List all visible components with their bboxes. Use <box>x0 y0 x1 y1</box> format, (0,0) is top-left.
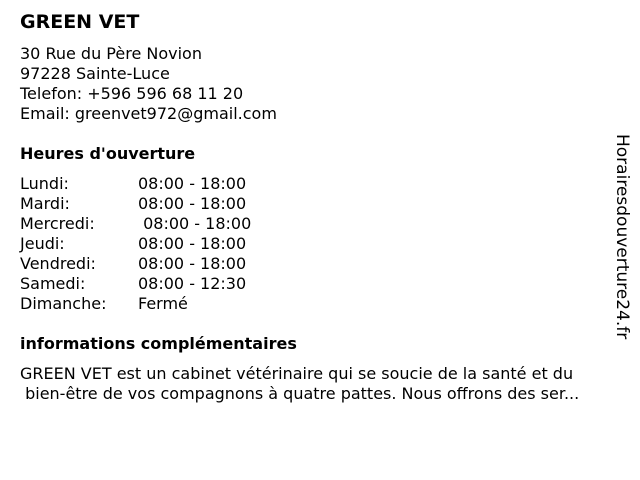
hours-row-thursday <box>20 234 251 254</box>
contact-block <box>20 44 277 124</box>
time-value: 08:00 - 12:30 <box>138 274 247 293</box>
time-value: Fermé <box>138 294 188 313</box>
hours-row-wednesday <box>20 214 251 234</box>
hours-heading: Heures d'ouverture <box>20 144 196 163</box>
description-line-2: bien-être de vos compagnons à quatre pattes. Nous offrons des ser... <box>20 384 580 403</box>
site-watermark: Horairesdouverture24.fr <box>612 134 632 340</box>
address-line-1: 30 Rue du Père Novion <box>20 44 202 63</box>
day-label: Jeudi: <box>20 234 65 253</box>
time-value: 08:00 - 18:00 <box>138 214 252 233</box>
day-label: Mardi: <box>20 194 70 213</box>
hours-row-tuesday <box>20 194 251 214</box>
hours-table <box>20 174 251 314</box>
hours-row-sunday <box>20 294 251 314</box>
business-name: GREEN VET <box>20 11 140 33</box>
day-label: Dimanche: <box>20 294 107 313</box>
phone-text: Telefon: +596 596 68 11 20 <box>20 84 244 103</box>
time-value: 08:00 - 18:00 <box>138 234 247 253</box>
description-line-1: GREEN VET est un cabinet vétérinaire qui se soucie de la santé et du <box>20 364 574 383</box>
hours-row-saturday <box>20 274 251 294</box>
day-label: Samedi: <box>20 274 86 293</box>
time-value: 08:00 - 18:00 <box>138 254 247 273</box>
time-value: 08:00 - 18:00 <box>138 194 247 213</box>
address-line-2: 97228 Sainte-Luce <box>20 64 170 83</box>
hours-row-monday <box>20 174 251 194</box>
description-text <box>20 364 630 404</box>
time-value: 08:00 - 18:00 <box>138 174 247 193</box>
day-label: Lundi: <box>20 174 69 193</box>
hours-row-friday <box>20 254 251 274</box>
email-text: Email: greenvet972@gmail.com <box>20 104 277 123</box>
day-label: Vendredi: <box>20 254 96 273</box>
info-heading: informations complémentaires <box>20 334 297 353</box>
day-label: Mercredi: <box>20 214 95 233</box>
